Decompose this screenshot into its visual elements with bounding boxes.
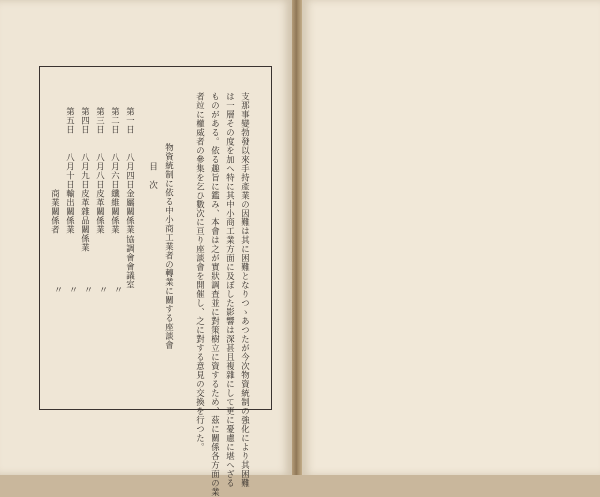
- intro-line-1: 支那事變勃發以來手持產業の因難は其に困難となりつゝあつたが今次物資統制の強化により其困難: [240, 92, 251, 488]
- toc-date: 八月六日: [110, 153, 121, 189]
- intro-line-2: は一層その度を加へ特に其中小商工業方面に及ぼした影響は深甚且複雜にして更に憂慮に堪へざる: [225, 92, 236, 488]
- toc-day-number: 第四日: [80, 107, 91, 134]
- toc-ditto-mark: 〃: [82, 285, 92, 295]
- toc-ditto-mark: 〃: [112, 285, 122, 295]
- toc-category: 纖維關係業: [110, 189, 121, 234]
- toc-day-number: 第一日: [125, 107, 136, 134]
- toc-date: 八月四日: [125, 153, 136, 189]
- toc-ditto-mark: 〃: [67, 285, 77, 295]
- toc-date: 八月九日: [80, 153, 91, 189]
- toc-heading: 目 次: [147, 162, 158, 190]
- book-gutter: [292, 0, 302, 475]
- toc-category: 輸出關係業: [65, 189, 76, 234]
- intro-line-3: ものがある。依る趣旨に鑑み、本會は之が實狀調査並に對策樹立に資するため、茲に關係各方面の業: [210, 92, 221, 497]
- toc-ditto-mark: 〃: [97, 285, 107, 295]
- toc-category: 商業關係者: [50, 189, 61, 234]
- toc-category: 皮革雜品關係業: [80, 189, 91, 252]
- section-note: 物資統制に依る中小商工業者の轉業に關する座談會: [164, 143, 175, 350]
- right-page-blank: [302, 0, 600, 475]
- toc-date: 八月八日: [95, 153, 106, 189]
- left-page: [0, 0, 292, 497]
- toc-category: 金屬關係業: [125, 189, 136, 234]
- toc-day-number: 第二日: [110, 107, 121, 134]
- toc-meeting-place: 協調會會議室: [125, 235, 136, 289]
- toc-day-number: 第五日: [65, 107, 76, 134]
- toc-day-number: 第三日: [95, 107, 106, 134]
- toc-category: 皮革關係業: [95, 189, 106, 234]
- toc-ditto-mark: 〃: [52, 285, 62, 295]
- intro-line-4: 者竝に權威者の參集を乞ひ數次に亘り座談會を開催し、之に對する意見の交換を行つた。: [195, 92, 206, 452]
- toc-date: 八月十日: [65, 153, 76, 189]
